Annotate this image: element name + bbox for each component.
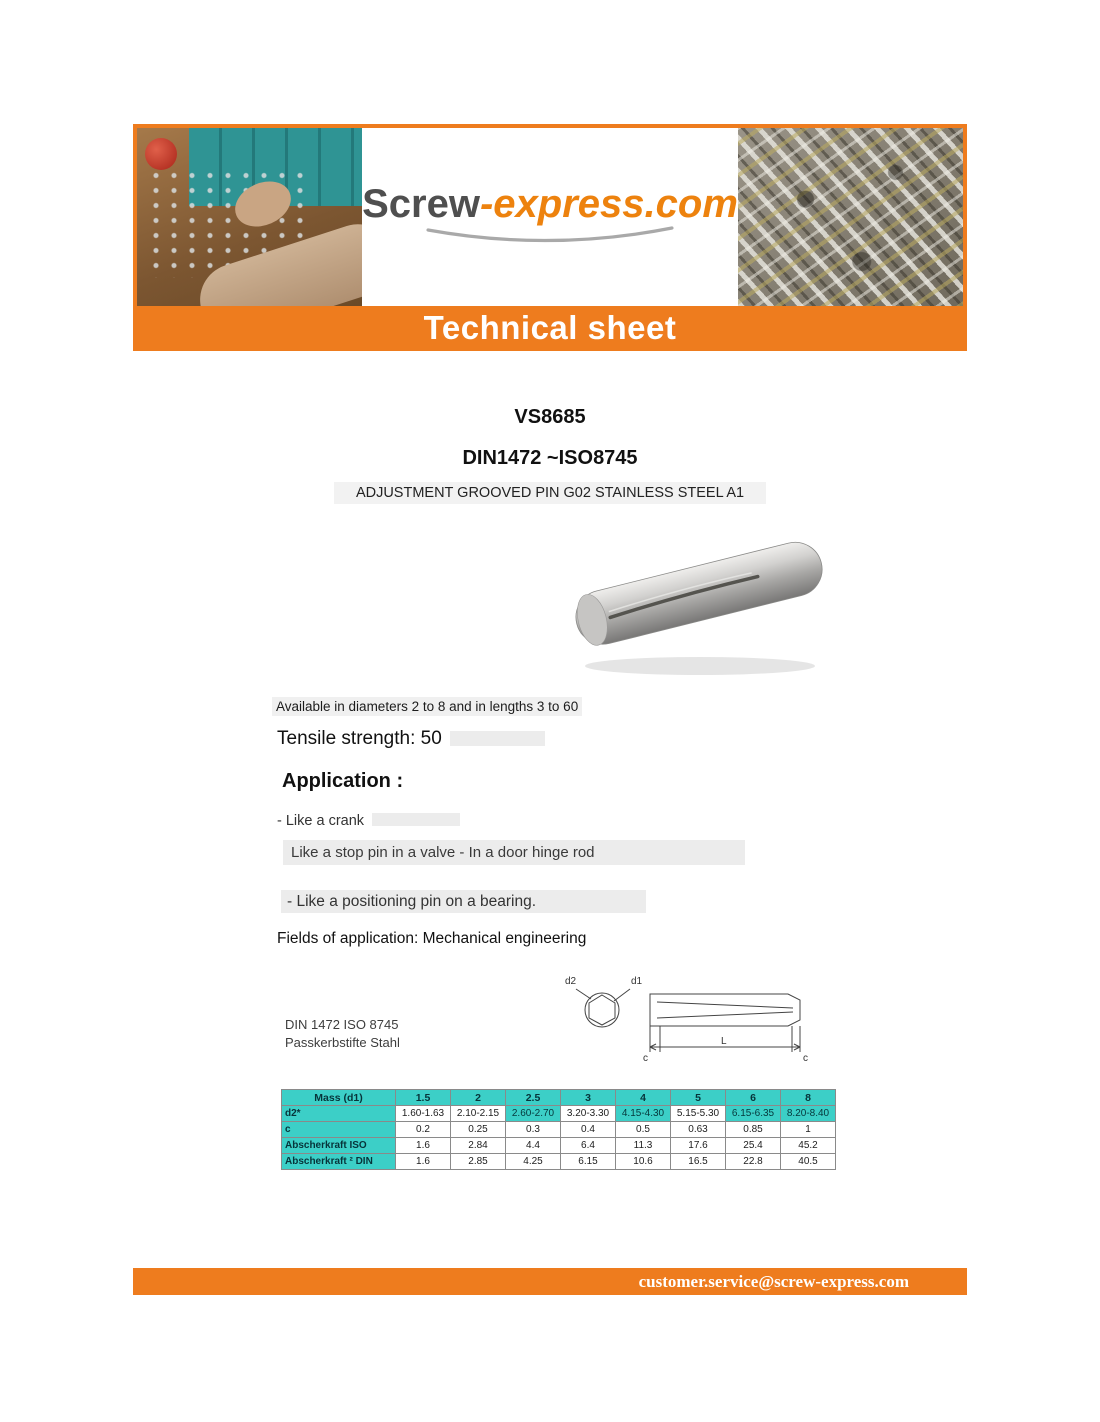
- table-cell: 6.15: [561, 1154, 616, 1170]
- table-cell: 40.5: [781, 1154, 836, 1170]
- table-cell: 4.15-4.30: [616, 1106, 671, 1122]
- table-row: [282, 1106, 836, 1122]
- dim-label-L: L: [721, 1036, 727, 1047]
- table-row: [282, 1122, 836, 1138]
- table-cell: 0.3: [506, 1122, 561, 1138]
- table-header-cell: Mass (d1): [282, 1090, 396, 1106]
- logo-swoosh: [420, 226, 680, 248]
- logo-area: [362, 128, 738, 306]
- banner-title: Technical sheet: [133, 306, 967, 351]
- table-row: [282, 1154, 836, 1170]
- table-cell: 25.4: [726, 1138, 781, 1154]
- table-cell: 0.63: [671, 1122, 726, 1138]
- application-item-2-text: Like a stop pin in a valve - In a door hinge rod: [283, 840, 745, 865]
- table-cell: 45.2: [781, 1138, 836, 1154]
- table-cell: 0.2: [396, 1122, 451, 1138]
- product-code: VS8685: [514, 406, 586, 428]
- table-cell: 1.6: [396, 1138, 451, 1154]
- application-item-3: [281, 893, 646, 911]
- grooved-pin-illustration: [545, 498, 855, 688]
- table-cell: 22.8: [726, 1154, 781, 1170]
- row-label: c: [282, 1122, 396, 1138]
- table-header-cell: 8: [781, 1090, 836, 1106]
- table-cell: 8.20-8.40: [781, 1106, 836, 1122]
- screws-pile-photo: [738, 128, 963, 306]
- brand-name-primary: Screw: [362, 182, 480, 226]
- table-cell: 2.10-2.15: [451, 1106, 506, 1122]
- workbench-photo: [137, 128, 362, 306]
- table-header-row: [282, 1090, 836, 1106]
- table-cell: 1.6: [396, 1154, 451, 1170]
- footer-contact-bar: [133, 1268, 967, 1295]
- application-item-3-text: - Like a positioning pin on a bearing.: [281, 890, 646, 913]
- table-cell: 2.85: [451, 1154, 506, 1170]
- tensile-strength-text: Tensile strength: 50: [277, 728, 442, 749]
- drawing-label-line2: Passkerbstifte Stahl: [285, 1034, 400, 1050]
- highlight-artifact: [372, 813, 460, 826]
- availability-note: [272, 699, 582, 714]
- table-cell: 3.20-3.30: [561, 1106, 616, 1122]
- table-row: [282, 1138, 836, 1154]
- tape-measure-decoration: [145, 138, 177, 170]
- table-cell: 0.25: [451, 1122, 506, 1138]
- table-cell: 17.6: [671, 1138, 726, 1154]
- header-banner: [133, 124, 967, 306]
- dim-label-d1: d1: [631, 976, 643, 987]
- table-header-cell: 2.5: [506, 1090, 561, 1106]
- table-cell: 0.5: [616, 1122, 671, 1138]
- contact-email: customer.service@screw-express.com: [638, 1272, 909, 1291]
- product-photo-grooved-pin: [545, 498, 855, 688]
- table-cell: 4.4: [506, 1138, 561, 1154]
- table-header-cell: 2: [451, 1090, 506, 1106]
- table-header-cell: 4: [616, 1090, 671, 1106]
- product-standard: DIN1472 ~ISO8745: [462, 447, 638, 469]
- dim-label-c-right: c: [803, 1053, 808, 1064]
- availability-text: Available in diameters 2 to 8 and in lengths 3 to 60: [272, 697, 582, 716]
- row-label: d2*: [282, 1106, 396, 1122]
- table-cell: 0.85: [726, 1122, 781, 1138]
- table-cell: 10.6: [616, 1154, 671, 1170]
- table-cell: 4.25: [506, 1154, 561, 1170]
- table-cell: 2.60-2.70: [506, 1106, 561, 1122]
- fields-of-application: Fields of application: Mechanical engineering: [277, 930, 587, 947]
- table-cell: 1.60-1.63: [396, 1106, 451, 1122]
- brand-name-secondary: -express.com: [479, 182, 738, 226]
- brand-logo: [362, 184, 738, 224]
- row-label: Abscherkraft ² DIN: [282, 1154, 396, 1170]
- highlight-artifact: [450, 731, 545, 746]
- application-item-1-text: - Like a crank: [277, 813, 365, 829]
- drawing-label-line1: DIN 1472 ISO 8745: [285, 1017, 399, 1032]
- row-label: Abscherkraft ISO: [282, 1138, 396, 1154]
- dim-label-d2: d2: [565, 976, 577, 987]
- table-header-cell: 1.5: [396, 1090, 451, 1106]
- screws-texture-3: [738, 128, 963, 306]
- technical-drawing: [545, 962, 845, 1067]
- application-item-1: [277, 813, 460, 829]
- table-cell: 1: [781, 1122, 836, 1138]
- table-cell: 16.5: [671, 1154, 726, 1170]
- tensile-strength-line: [277, 728, 545, 750]
- dim-label-c-left: c: [643, 1053, 648, 1064]
- table-cell: 2.84: [451, 1138, 506, 1154]
- drawing-label: [285, 1016, 400, 1051]
- product-description-text: ADJUSTMENT GROOVED PIN G02 STAINLESS STEEL A1: [334, 482, 766, 504]
- application-heading: Application :: [282, 770, 404, 792]
- table-cell: 6.4: [561, 1138, 616, 1154]
- application-item-2: [283, 844, 745, 861]
- table-header-cell: 5: [671, 1090, 726, 1106]
- table-cell: 11.3: [616, 1138, 671, 1154]
- table-header-cell: 6: [726, 1090, 781, 1106]
- table-cell: 6.15-6.35: [726, 1106, 781, 1122]
- table-cell: 5.15-5.30: [671, 1106, 726, 1122]
- spec-table: [281, 1089, 836, 1170]
- table-cell: 0.4: [561, 1122, 616, 1138]
- table-header-cell: 3: [561, 1090, 616, 1106]
